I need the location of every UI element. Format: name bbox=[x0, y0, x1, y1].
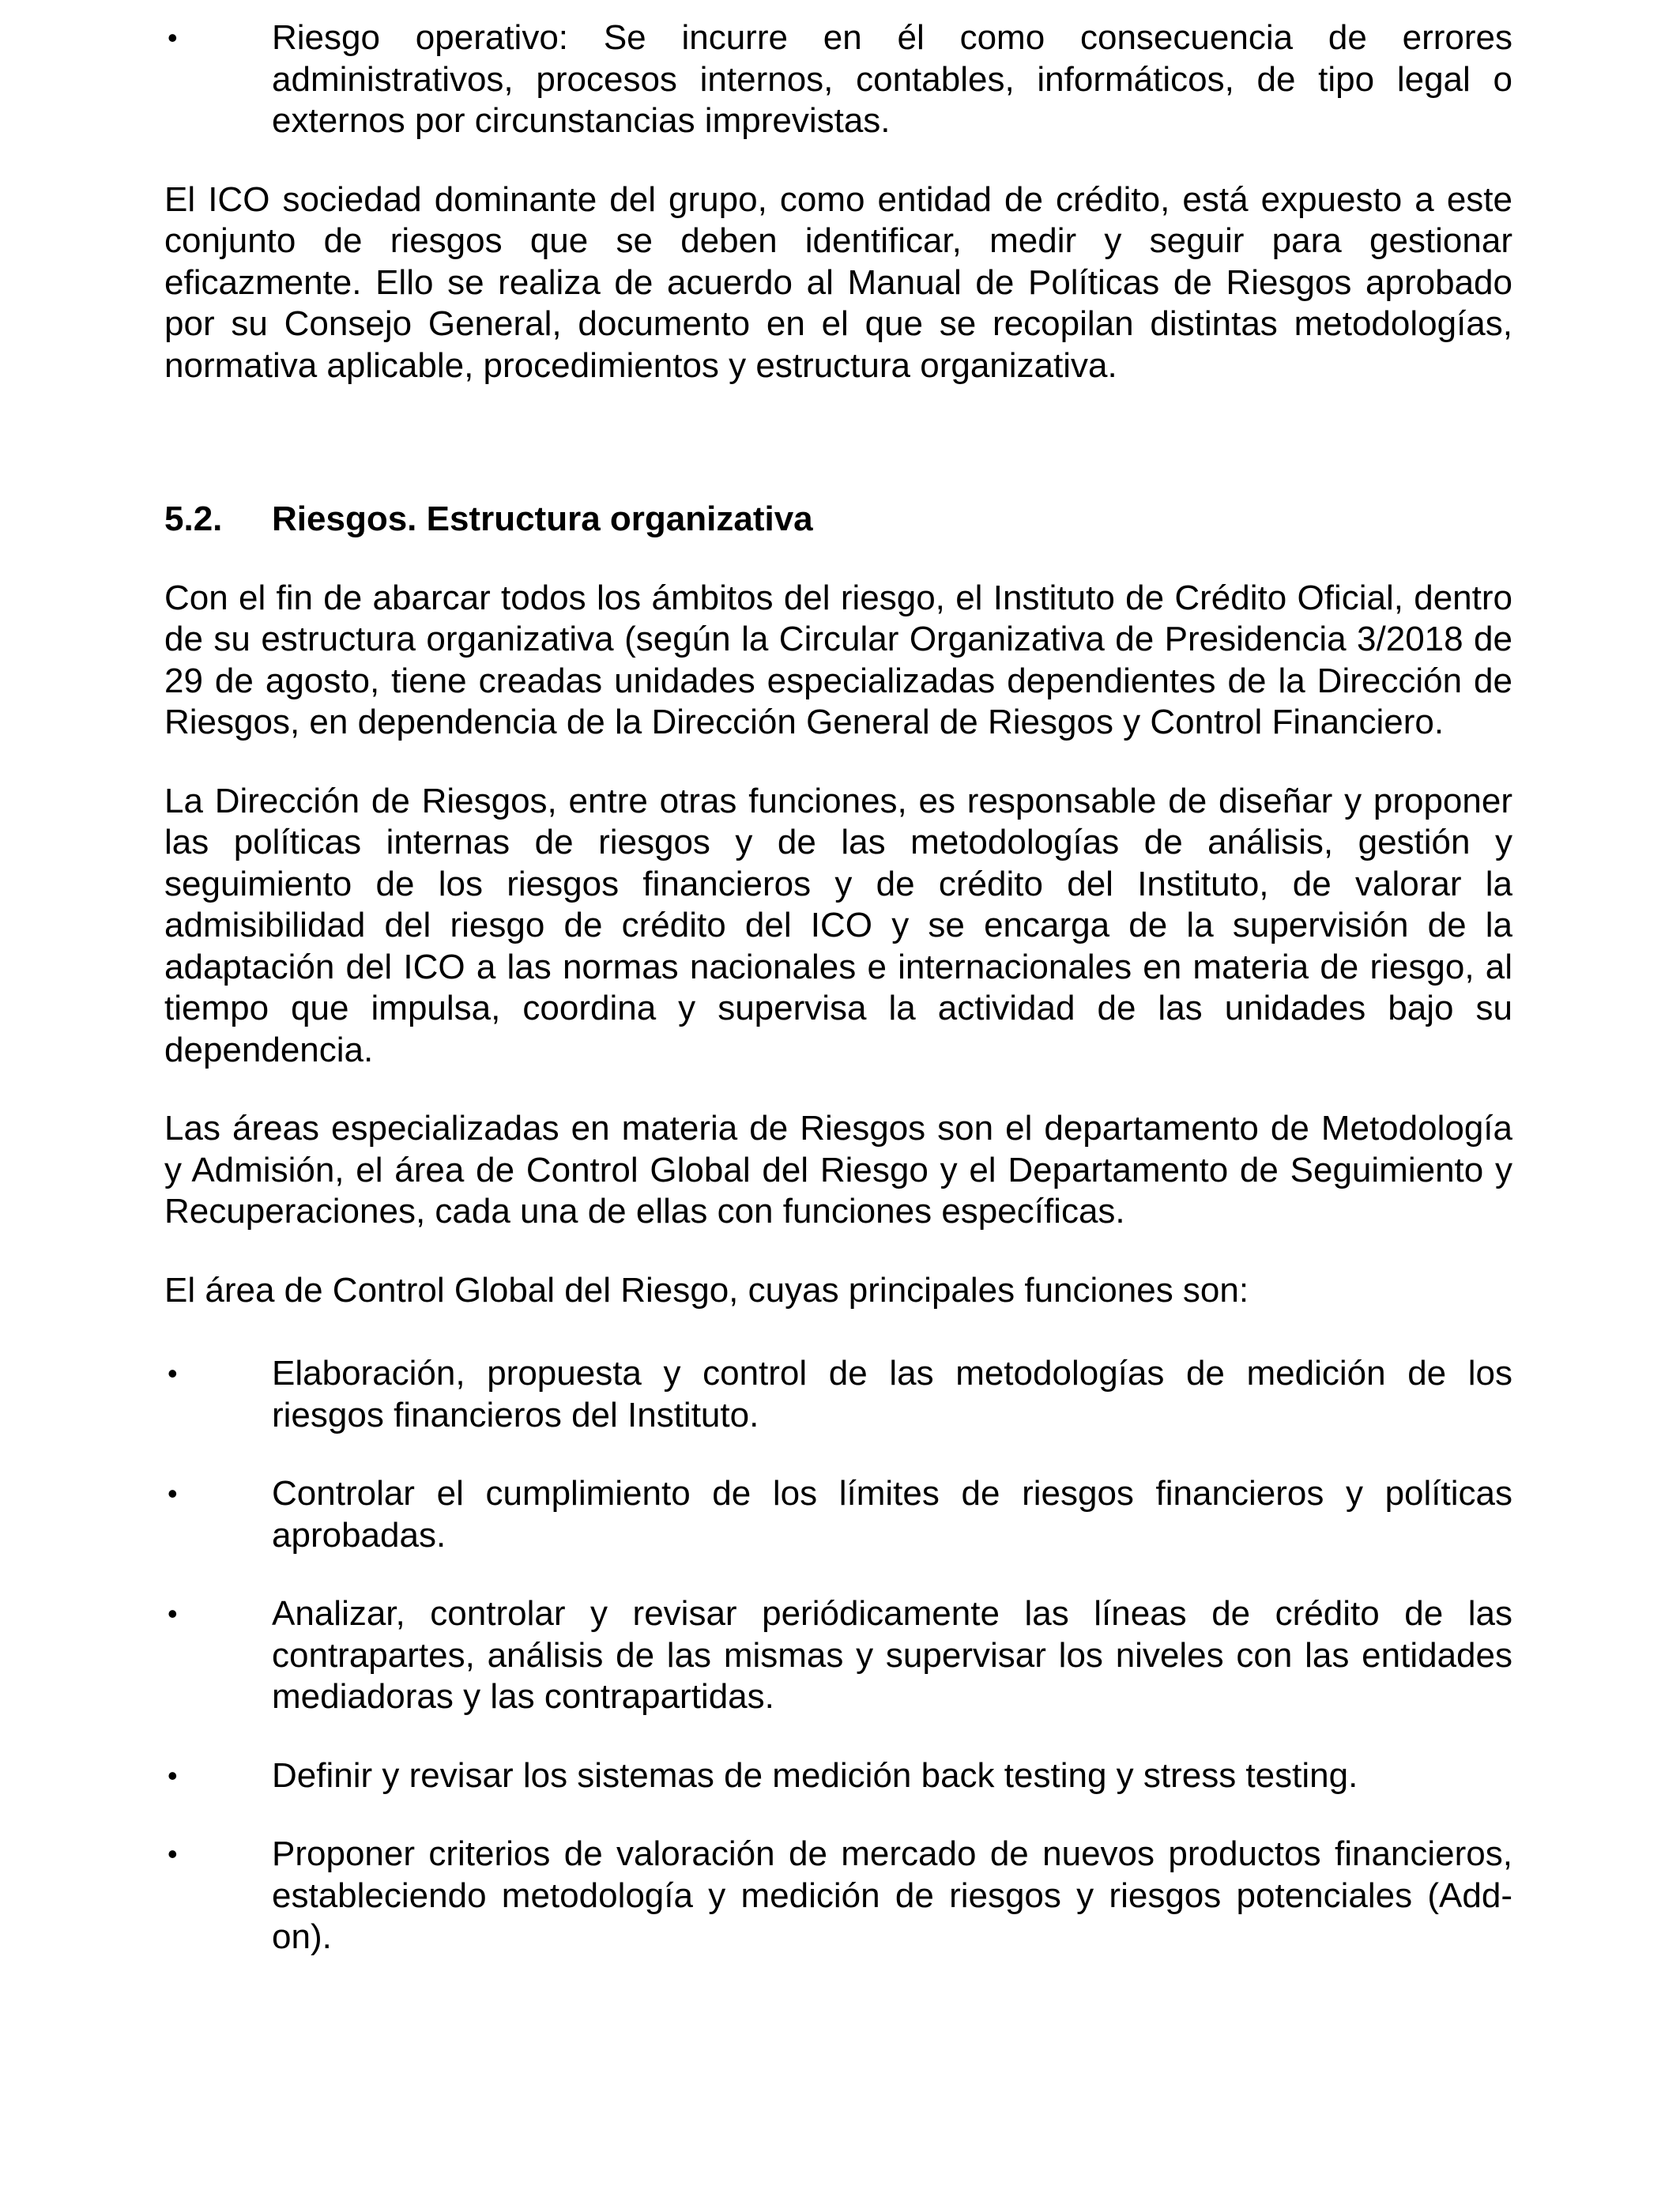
bullet-text: Analizar, controlar y revisar periódicamente las líneas de crédito de las contrapartes, análisis de las mismas y supervisar los niveles con las entidades mediadoras y las contrapartidas. bbox=[272, 1594, 1512, 1716]
paragraph-direccion-riesgos: La Dirección de Riesgos, entre otras funciones, es responsable de diseñar y proponer las políticas internas de riesgos y de las metodologías de análisis, gestión y seguimiento de los riesgos financieros y de crédito del Instituto, de valorar la admisibilidad del riesgo de crédito del ICO y se encarga de la supervisión de la adaptación del ICO a las normas nacionales e internacionales en materia de riesgo, al tiempo que impulsa, coordina y supervisa la actividad de las unidades bajo su dependencia. bbox=[164, 781, 1512, 1069]
paragraph-structure: Con el fin de abarcar todos los ámbitos del riesgo, el Instituto de Crédito Oficial, dentro de su estructura organizativa (según la Circular Organizativa de Presidencia 3/2018 de 29 de agosto, tiene creadas unidades especializadas dependientes de la Dirección de Riesgos, en dependencia de la Dirección General de Riesgos y Control Financiero. bbox=[164, 578, 1512, 741]
list-item bbox=[164, 1593, 1512, 1718]
section-title: Riesgos. Estructura organizativa bbox=[272, 499, 813, 538]
bullet-text: Proponer criterios de valoración de mercado de nuevos productos financieros, estableciendo metodología y medición de riesgos y riesgos potenciales (Add-on). bbox=[272, 1834, 1512, 1956]
list-item bbox=[164, 1473, 1512, 1556]
list-item bbox=[164, 1834, 1512, 1958]
bullet-text: Elaboración, propuesta y control de las metodologías de medición de los riesgos financieros del Instituto. bbox=[272, 1354, 1512, 1434]
bullet-marker: • bbox=[168, 1759, 178, 1792]
bullet-marker: • bbox=[168, 21, 178, 54]
bullet-marker: • bbox=[168, 1597, 178, 1630]
paragraph-areas-especializadas: Las áreas especializadas en materia de Riesgos son el departamento de Metodología y Admisión, el área de Control Global del Riesgo y el Departamento de Seguimiento y Recuperaciones, cada una de ellas con funciones específicas. bbox=[164, 1109, 1512, 1231]
list-item bbox=[164, 1755, 1512, 1797]
list-item bbox=[164, 1353, 1512, 1436]
bullet-text: Riesgo operativo: Se incurre en él como consecuencia de errores administrativos, procesos internos, contables, informáticos, de tipo legal o externos por circunstancias imprevistas. bbox=[272, 18, 1512, 140]
bullet-marker: • bbox=[168, 1838, 178, 1870]
intro-paragraph: El ICO sociedad dominante del grupo, como entidad de crédito, está expuesto a este conjunto de riesgos que se deben identificar, medir y seguir para gestionar eficazmente. Ello se realiza de acuerdo al Manual de Políticas de Riesgos aprobado por su Consejo General, documento en el que se recopilan distintas metodologías, normativa aplicable, procedimientos y estructura organizativa. bbox=[164, 179, 1512, 385]
bullet-marker: • bbox=[168, 1477, 178, 1510]
document-page bbox=[164, 17, 1512, 1958]
section-heading bbox=[164, 499, 1512, 541]
bullet-marker: • bbox=[168, 1357, 178, 1389]
bullet-item-riesgo-operativo bbox=[164, 17, 1512, 142]
bullet-text: Controlar el cumplimiento de los límites de riesgos financieros y políticas aprobadas. bbox=[272, 1474, 1512, 1555]
paragraph-control-global: El área de Control Global del Riesgo, cuyas principales funciones son: bbox=[164, 1270, 1249, 1310]
section-number: 5.2. bbox=[164, 499, 223, 538]
bullet-text: Definir y revisar los sistemas de medición back testing y stress testing. bbox=[272, 1755, 1358, 1795]
